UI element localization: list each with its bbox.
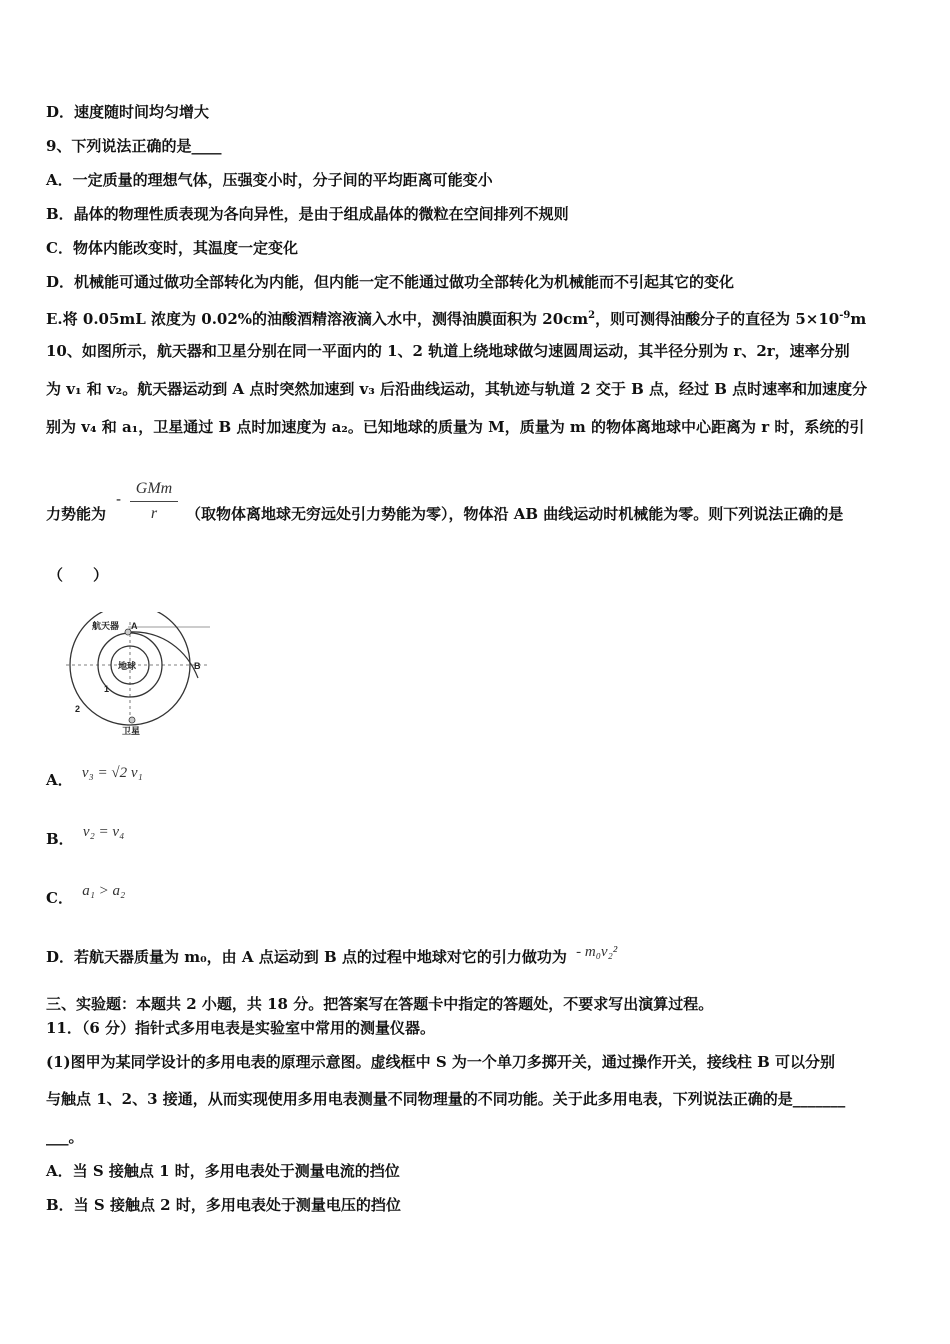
q11-part1-line3: ___。 [46, 1128, 84, 1146]
q9-option-c: C．物体内能改变时，其温度一定变化 [46, 239, 298, 257]
q9-option-e-part3: m [850, 310, 867, 328]
potential-energy-fraction [124, 480, 184, 523]
q9-stem: 9、下列说法正确的是____ [46, 137, 222, 155]
q10-line1: 10、如图所示，航天器和卫星分别在同一平面内的 1、2 轨道上绕地球做匀速圆周运动，其半径分别为 r、2r，速率分别 [46, 342, 850, 360]
q10-line4a: 力势能为 [46, 505, 107, 523]
q9-option-e [46, 306, 866, 329]
q8-option-d: D．速度随时间均匀增大 [46, 103, 210, 121]
fraction-minus: - [116, 490, 122, 508]
transfer-trajectory [128, 632, 198, 678]
label-orbit-1: 1 [104, 684, 110, 694]
orbit-diagram [62, 612, 222, 738]
fraction-bar [130, 501, 178, 502]
q11-option-a: A．当 S 接触点 1 时，多用电表处于测量电流的挡位 [46, 1162, 400, 1180]
q10-option-a [46, 765, 143, 791]
label-satellite: 卫星 [122, 726, 141, 736]
label-orbit-2: 2 [75, 704, 81, 714]
q10-option-d [46, 944, 618, 968]
option-a-math: v₃ = √2 v₁ [81, 765, 143, 781]
option-d-text: D．若航天器质量为 m₀，由 A 点运动到 B 点的过程中地球对它的引力做功为 [46, 948, 567, 966]
q11-option-b: B．当 S 接触点 2 时，多用电表处于测量电压的挡位 [46, 1196, 401, 1214]
q10-line4b: （取物体离地球无穷远处引力势能为零），物体沿 AB 曲线运动时机械能为零。则下列说法正确的是 [186, 505, 844, 523]
q9-option-e-sup: 2 [588, 310, 596, 321]
q10-option-c [46, 883, 126, 909]
fraction-numerator: GMm [135, 480, 173, 497]
label-b: B [194, 661, 201, 671]
q10-line3: 别为 v₄ 和 a₁，卫星通过 B 点时加速度为 a₂。已知地球的质量为 M，质量为 m 的物体离地球中心距离为 r 时，系统的引 [46, 418, 865, 436]
q10-option-b [46, 824, 125, 850]
q10-line2: 为 v₁ 和 v₂。航天器运动到 A 点时突然加速到 v₃ 后沿曲线运动，其轨迹与轨道 2 交于 B 点，经过 B 点时速率和加速度分 [46, 380, 868, 398]
fraction-denominator: r [150, 505, 158, 522]
q9-option-e-part2: ，则可测得油酸分子的直径为 5×10 [595, 310, 840, 328]
q9-option-e-part1: E.将 0.05mL 浓度为 0.02%的油酸酒精溶液滴入水中，测得油膜面积为 20cm [46, 310, 589, 328]
option-d-math: - m₀v₂² [576, 944, 618, 960]
label-earth: 地球 [118, 661, 137, 671]
label-a: A [131, 621, 138, 631]
option-c-label: C． [46, 889, 73, 907]
q9-option-a: A．一定质量的理想气体，压强变小时，分子间的平均距离可能变小 [46, 171, 493, 189]
label-spacecraft: 航天器 [92, 621, 120, 631]
q9-option-d: D．机械能可通过做功全部转化为内能，但内能一定不能通过做功全部转化为机械能而不引起其它的变化 [46, 273, 735, 291]
option-a-label: A． [46, 771, 73, 789]
option-b-math: v₂ = v₄ [82, 824, 125, 840]
q11-part1-line2: 与触点 1、2、3 接通，从而实现使用多用电表测量不同物理量的不同功能。关于此多用电表，下列说法正确的是_______ [46, 1090, 846, 1108]
satellite-point [129, 717, 135, 723]
q9-option-e-exp: -9 [839, 310, 851, 321]
q10-answer-paren: （ ） [48, 566, 109, 584]
option-c-math: a₁ > a₂ [82, 883, 126, 899]
option-b-label: B． [46, 830, 74, 848]
section-3-heading: 三、实验题：本题共 2 小题，共 18 分。把答案写在答题卡中指定的答题处，不要求写出演算过程。 [46, 995, 714, 1013]
q11-part1-line1: (1)图甲为某同学设计的多用电表的原理示意图。虚线框中 S 为一个单刀多掷开关，通过操作开关，接线柱 B 可以分别 [46, 1053, 836, 1071]
q11-stem: 11．（6 分）指针式多用电表是实验室中常用的测量仪器。 [46, 1019, 436, 1037]
q9-option-b: B．晶体的物理性质表现为各向异性，是由于组成晶体的微粒在空间排列不规则 [46, 205, 569, 223]
